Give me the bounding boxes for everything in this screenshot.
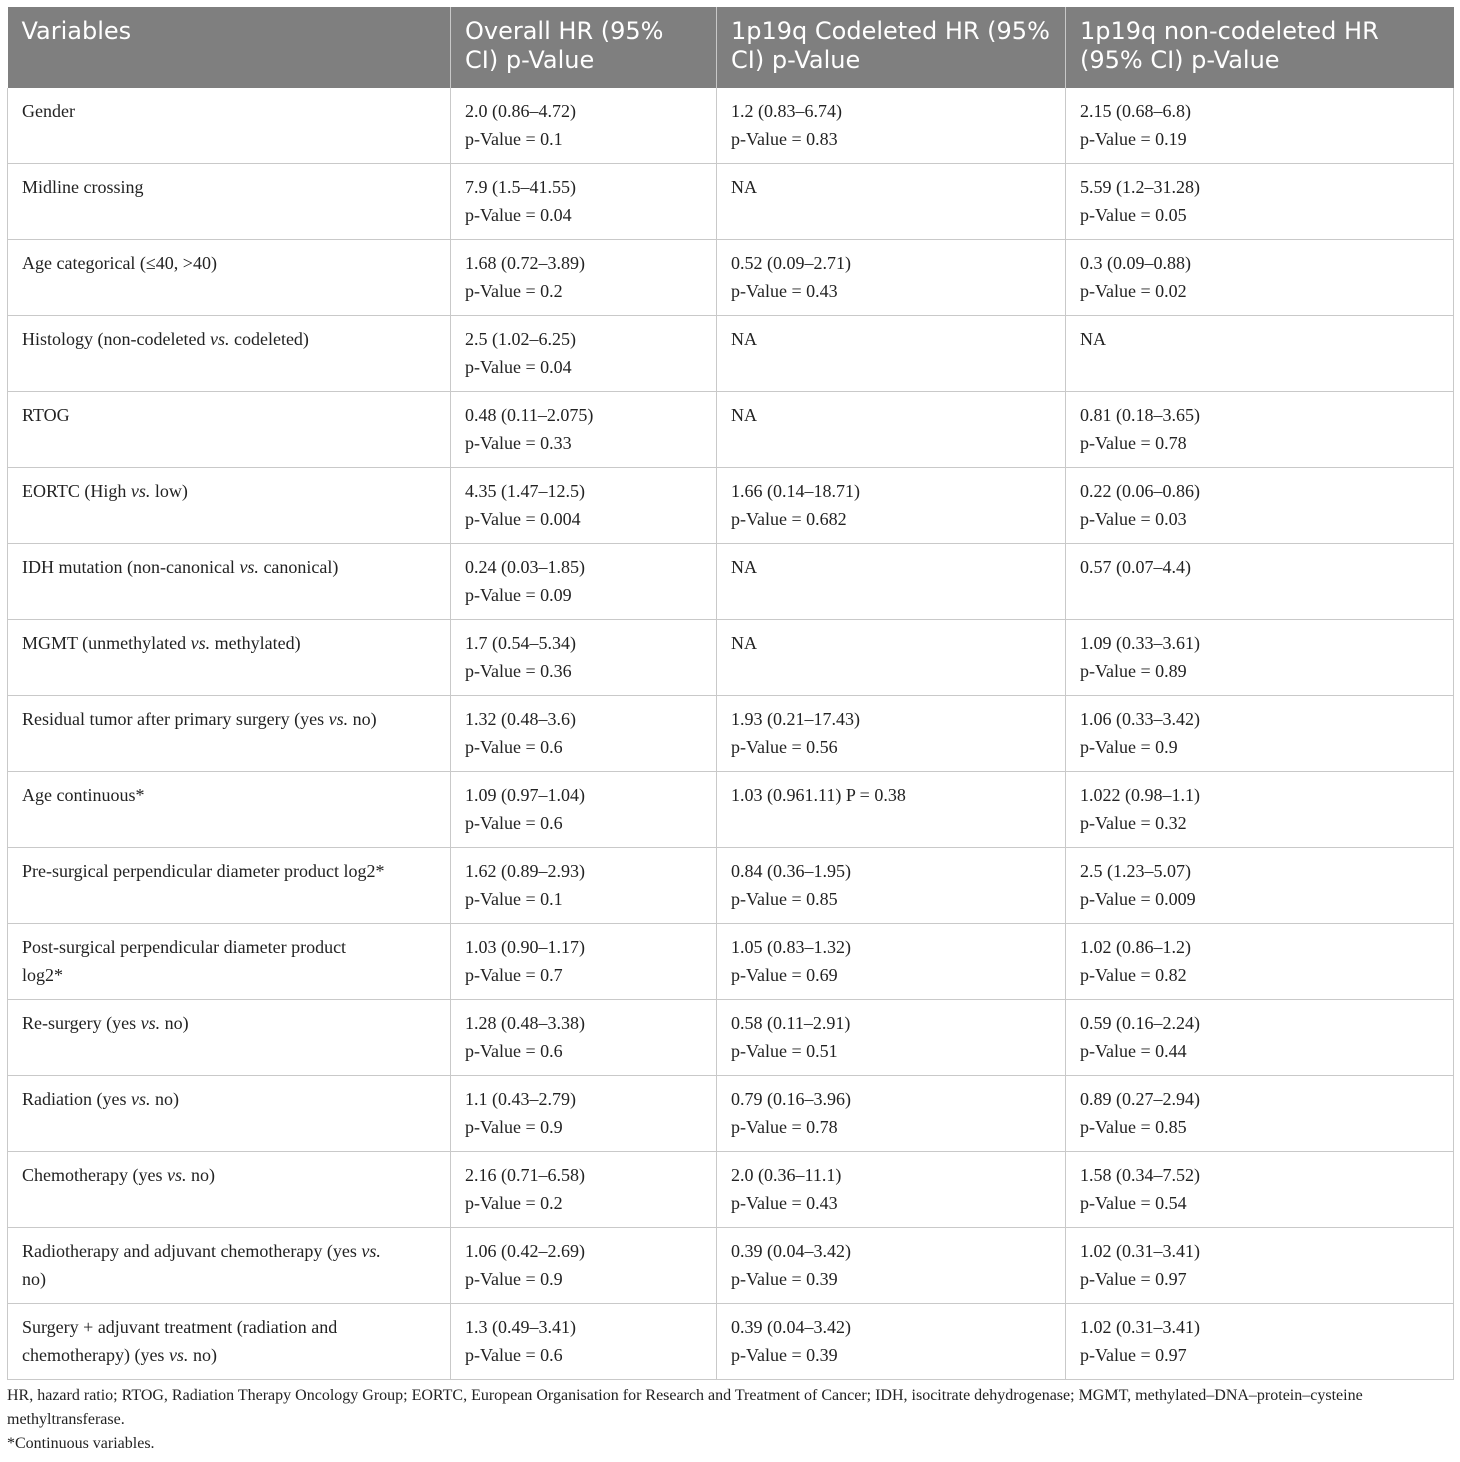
table-row bbox=[8, 392, 1454, 468]
noncodeleted-hr-cell bbox=[1066, 1228, 1454, 1304]
codeleted-hr-cell-line: p-Value = 0.69 bbox=[731, 965, 838, 985]
header-noncodeleted-hr: 1p19q non-codeleted HR (95% CI) p-Value bbox=[1066, 7, 1454, 88]
codeleted-hr-cell-line: p-Value = 0.39 bbox=[731, 1269, 838, 1289]
noncodeleted-hr-cell-line: 2.5 (1.23–5.07) bbox=[1080, 861, 1191, 881]
overall-hr-cell bbox=[451, 620, 717, 696]
codeleted-hr-cell bbox=[717, 240, 1066, 316]
noncodeleted-hr-cell-line: p-Value = 0.82 bbox=[1080, 965, 1187, 985]
overall-hr-cell-line: p-Value = 0.9 bbox=[465, 1117, 563, 1137]
codeleted-hr-cell bbox=[717, 1152, 1066, 1228]
variable-cell bbox=[8, 316, 451, 392]
table-row bbox=[8, 1076, 1454, 1152]
codeleted-hr-cell-line: p-Value = 0.83 bbox=[731, 129, 838, 149]
overall-hr-cell-line: p-Value = 0.2 bbox=[465, 281, 563, 301]
noncodeleted-hr-cell bbox=[1066, 164, 1454, 240]
overall-hr-cell-line: 1.28 (0.48–3.38) bbox=[465, 1013, 585, 1033]
noncodeleted-hr-cell-line: 2.15 (0.68–6.8) bbox=[1080, 101, 1191, 121]
noncodeleted-hr-cell bbox=[1066, 316, 1454, 392]
variable-cell bbox=[8, 544, 451, 620]
variable-cell bbox=[8, 924, 451, 1000]
variable-cell-line: IDH mutation (non-canonical vs. canonical) bbox=[22, 557, 339, 577]
variable-cell bbox=[8, 392, 451, 468]
noncodeleted-hr-cell-line: 1.022 (0.98–1.1) bbox=[1080, 785, 1200, 805]
overall-hr-cell-line: 1.7 (0.54–5.34) bbox=[465, 633, 576, 653]
table-header-row bbox=[8, 7, 1454, 88]
codeleted-hr-cell bbox=[717, 1304, 1066, 1380]
overall-hr-cell bbox=[451, 696, 717, 772]
codeleted-hr-cell-line: 1.05 (0.83–1.32) bbox=[731, 937, 851, 957]
overall-hr-cell-line: p-Value = 0.7 bbox=[465, 965, 563, 985]
codeleted-hr-cell-line: NA bbox=[731, 329, 757, 349]
variable-cell-line: MGMT (unmethylated vs. methylated) bbox=[22, 633, 301, 653]
variable-cell bbox=[8, 164, 451, 240]
overall-hr-cell bbox=[451, 772, 717, 848]
noncodeleted-hr-cell-line: 1.58 (0.34–7.52) bbox=[1080, 1165, 1200, 1185]
variable-cell-line: Chemotherapy (yes vs. no) bbox=[22, 1165, 215, 1185]
codeleted-hr-cell-line: p-Value = 0.43 bbox=[731, 1193, 838, 1213]
noncodeleted-hr-cell-line: 1.02 (0.86–1.2) bbox=[1080, 937, 1191, 957]
noncodeleted-hr-cell-line: p-Value = 0.89 bbox=[1080, 661, 1187, 681]
table-row bbox=[8, 1000, 1454, 1076]
codeleted-hr-cell-line: 0.58 (0.11–2.91) bbox=[731, 1013, 851, 1033]
overall-hr-cell-line: 1.62 (0.89–2.93) bbox=[465, 861, 585, 881]
variable-cell bbox=[8, 620, 451, 696]
overall-hr-cell-line: 1.32 (0.48–3.6) bbox=[465, 709, 576, 729]
codeleted-hr-cell bbox=[717, 924, 1066, 1000]
variable-cell-line: Re-surgery (yes vs. no) bbox=[22, 1013, 189, 1033]
noncodeleted-hr-cell bbox=[1066, 696, 1454, 772]
codeleted-hr-cell-line: 1.93 (0.21–17.43) bbox=[731, 709, 860, 729]
variable-cell-line: Age categorical (≤40, >40) bbox=[22, 253, 217, 273]
variable-cell-line: Residual tumor after primary surgery (yes vs. no) bbox=[22, 709, 377, 729]
variable-cell bbox=[8, 1304, 451, 1380]
codeleted-hr-cell-line: 0.39 (0.04–3.42) bbox=[731, 1317, 851, 1337]
variable-cell bbox=[8, 240, 451, 316]
variable-cell-line: Pre-surgical perpendicular diameter product log2* bbox=[22, 861, 385, 881]
overall-hr-cell-line: p-Value = 0.6 bbox=[465, 813, 563, 833]
variable-cell-line: Radiation (yes vs. no) bbox=[22, 1089, 179, 1109]
variable-cell-line: Surgery + adjuvant treatment (radiation and bbox=[22, 1317, 338, 1337]
noncodeleted-hr-cell-line: p-Value = 0.19 bbox=[1080, 129, 1187, 149]
variable-cell bbox=[8, 88, 451, 164]
noncodeleted-hr-cell bbox=[1066, 240, 1454, 316]
codeleted-hr-cell bbox=[717, 1228, 1066, 1304]
table-body bbox=[8, 88, 1454, 1380]
table-row bbox=[8, 620, 1454, 696]
variable-cell-line: RTOG bbox=[22, 405, 70, 425]
header-codeleted-hr: 1p19q Codeleted HR (95% CI) p-Value bbox=[717, 7, 1066, 88]
overall-hr-cell-line: p-Value = 0.09 bbox=[465, 585, 572, 605]
header-overall-hr: Overall HR (95% CI) p-Value bbox=[451, 7, 717, 88]
variable-cell bbox=[8, 1152, 451, 1228]
noncodeleted-hr-cell-line: 0.81 (0.18–3.65) bbox=[1080, 405, 1200, 425]
overall-hr-cell-line: 4.35 (1.47–12.5) bbox=[465, 481, 585, 501]
noncodeleted-hr-cell-line: p-Value = 0.32 bbox=[1080, 813, 1187, 833]
table-row bbox=[8, 1304, 1454, 1380]
codeleted-hr-cell bbox=[717, 848, 1066, 924]
noncodeleted-hr-cell bbox=[1066, 1304, 1454, 1380]
codeleted-hr-cell bbox=[717, 772, 1066, 848]
codeleted-hr-cell-line: p-Value = 0.51 bbox=[731, 1041, 838, 1061]
overall-hr-cell-line: 1.03 (0.90–1.17) bbox=[465, 937, 585, 957]
overall-hr-cell bbox=[451, 392, 717, 468]
codeleted-hr-cell-line: p-Value = 0.39 bbox=[731, 1345, 838, 1365]
table-row bbox=[8, 240, 1454, 316]
overall-hr-cell-line: 1.1 (0.43–2.79) bbox=[465, 1089, 576, 1109]
noncodeleted-hr-cell bbox=[1066, 1000, 1454, 1076]
noncodeleted-hr-cell-line: p-Value = 0.78 bbox=[1080, 433, 1187, 453]
noncodeleted-hr-cell bbox=[1066, 924, 1454, 1000]
overall-hr-cell bbox=[451, 848, 717, 924]
codeleted-hr-cell-line: 1.2 (0.83–6.74) bbox=[731, 101, 842, 121]
header-variables: Variables bbox=[8, 7, 451, 88]
variable-cell-line: Histology (non-codeleted vs. codeleted) bbox=[22, 329, 309, 349]
codeleted-hr-cell-line: 0.52 (0.09–2.71) bbox=[731, 253, 851, 273]
noncodeleted-hr-cell-line: 0.89 (0.27–2.94) bbox=[1080, 1089, 1200, 1109]
codeleted-hr-cell-line: NA bbox=[731, 405, 757, 425]
noncodeleted-hr-cell bbox=[1066, 772, 1454, 848]
overall-hr-cell-line: 1.68 (0.72–3.89) bbox=[465, 253, 585, 273]
overall-hr-cell-line: p-Value = 0.6 bbox=[465, 1345, 563, 1365]
noncodeleted-hr-cell-line: 1.02 (0.31–3.41) bbox=[1080, 1317, 1200, 1337]
noncodeleted-hr-cell-line: p-Value = 0.97 bbox=[1080, 1269, 1187, 1289]
codeleted-hr-cell-line: 2.0 (0.36–11.1) bbox=[731, 1165, 842, 1185]
noncodeleted-hr-cell-line: p-Value = 0.05 bbox=[1080, 205, 1187, 225]
variable-cell bbox=[8, 1000, 451, 1076]
overall-hr-cell bbox=[451, 544, 717, 620]
noncodeleted-hr-cell-line: 0.57 (0.07–4.4) bbox=[1080, 557, 1191, 577]
table-row bbox=[8, 468, 1454, 544]
codeleted-hr-cell-line: NA bbox=[731, 177, 757, 197]
noncodeleted-hr-cell-line: 1.09 (0.33–3.61) bbox=[1080, 633, 1200, 653]
overall-hr-cell-line: 0.24 (0.03–1.85) bbox=[465, 557, 585, 577]
noncodeleted-hr-cell-line: p-Value = 0.44 bbox=[1080, 1041, 1187, 1061]
overall-hr-cell-line: 0.48 (0.11–2.075) bbox=[465, 405, 594, 425]
overall-hr-cell-line: 2.0 (0.86–4.72) bbox=[465, 101, 576, 121]
codeleted-hr-cell-line: p-Value = 0.43 bbox=[731, 281, 838, 301]
overall-hr-cell-line: p-Value = 0.6 bbox=[465, 737, 563, 757]
variable-cell bbox=[8, 1228, 451, 1304]
overall-hr-cell bbox=[451, 1228, 717, 1304]
variable-cell-line: Gender bbox=[22, 101, 75, 121]
overall-hr-cell-line: p-Value = 0.36 bbox=[465, 661, 572, 681]
hazard-ratio-table bbox=[7, 7, 1454, 1380]
overall-hr-cell-line: 2.5 (1.02–6.25) bbox=[465, 329, 576, 349]
table-row bbox=[8, 848, 1454, 924]
codeleted-hr-cell bbox=[717, 164, 1066, 240]
codeleted-hr-cell bbox=[717, 1076, 1066, 1152]
variable-cell bbox=[8, 468, 451, 544]
overall-hr-cell bbox=[451, 1152, 717, 1228]
table-row bbox=[8, 164, 1454, 240]
noncodeleted-hr-cell-line: p-Value = 0.97 bbox=[1080, 1345, 1187, 1365]
noncodeleted-hr-cell bbox=[1066, 620, 1454, 696]
overall-hr-cell bbox=[451, 316, 717, 392]
noncodeleted-hr-cell-line: p-Value = 0.54 bbox=[1080, 1193, 1187, 1213]
variable-cell-line: Post-surgical perpendicular diameter product bbox=[22, 937, 347, 957]
variable-cell-line: chemotherapy) (yes vs. no) bbox=[22, 1345, 217, 1365]
variable-cell-line: no) bbox=[22, 1269, 46, 1289]
overall-hr-cell-line: 1.06 (0.42–2.69) bbox=[465, 1241, 585, 1261]
overall-hr-cell bbox=[451, 240, 717, 316]
overall-hr-cell-line: 1.09 (0.97–1.04) bbox=[465, 785, 585, 805]
overall-hr-cell-line: p-Value = 0.1 bbox=[465, 889, 563, 909]
hazard-ratio-table-container bbox=[7, 7, 1453, 1380]
codeleted-hr-cell-line: 0.39 (0.04–3.42) bbox=[731, 1241, 851, 1261]
noncodeleted-hr-cell-line: p-Value = 0.02 bbox=[1080, 281, 1187, 301]
codeleted-hr-cell bbox=[717, 392, 1066, 468]
overall-hr-cell-line: p-Value = 0.33 bbox=[465, 433, 572, 453]
noncodeleted-hr-cell bbox=[1066, 1076, 1454, 1152]
codeleted-hr-cell bbox=[717, 88, 1066, 164]
overall-hr-cell bbox=[451, 88, 717, 164]
variable-cell bbox=[8, 772, 451, 848]
noncodeleted-hr-cell bbox=[1066, 848, 1454, 924]
overall-hr-cell-line: 7.9 (1.5–41.55) bbox=[465, 177, 576, 197]
noncodeleted-hr-cell-line: 0.22 (0.06–0.86) bbox=[1080, 481, 1200, 501]
variable-cell-line: log2* bbox=[22, 965, 64, 985]
variable-cell-line: EORTC (High vs. low) bbox=[22, 481, 188, 501]
noncodeleted-hr-cell-line: 5.59 (1.2–31.28) bbox=[1080, 177, 1200, 197]
variable-cell-line: Age continuous* bbox=[22, 785, 145, 805]
noncodeleted-hr-cell bbox=[1066, 544, 1454, 620]
codeleted-hr-cell-line: p-Value = 0.85 bbox=[731, 889, 838, 909]
overall-hr-cell-line: p-Value = 0.04 bbox=[465, 357, 572, 377]
noncodeleted-hr-cell bbox=[1066, 1152, 1454, 1228]
codeleted-hr-cell-line: 1.03 (0.961.11) P = 0.38 bbox=[731, 785, 906, 805]
overall-hr-cell bbox=[451, 164, 717, 240]
table-row bbox=[8, 88, 1454, 164]
codeleted-hr-cell-line: 0.79 (0.16–3.96) bbox=[731, 1089, 851, 1109]
overall-hr-cell bbox=[451, 468, 717, 544]
codeleted-hr-cell-line: 1.66 (0.14–18.71) bbox=[731, 481, 860, 501]
noncodeleted-hr-cell-line: p-Value = 0.9 bbox=[1080, 737, 1178, 757]
table-footnotes bbox=[7, 1384, 1453, 1456]
overall-hr-cell-line: p-Value = 0.2 bbox=[465, 1193, 563, 1213]
overall-hr-cell bbox=[451, 1000, 717, 1076]
codeleted-hr-cell-line: 0.84 (0.36–1.95) bbox=[731, 861, 851, 881]
codeleted-hr-cell-line: p-Value = 0.56 bbox=[731, 737, 838, 757]
noncodeleted-hr-cell-line: 1.02 (0.31–3.41) bbox=[1080, 1241, 1200, 1261]
codeleted-hr-cell bbox=[717, 316, 1066, 392]
overall-hr-cell bbox=[451, 1304, 717, 1380]
table-row bbox=[8, 696, 1454, 772]
variable-cell-line: Radiotherapy and adjuvant chemotherapy (yes vs. bbox=[22, 1241, 381, 1261]
codeleted-hr-cell bbox=[717, 1000, 1066, 1076]
variable-cell bbox=[8, 848, 451, 924]
codeleted-hr-cell bbox=[717, 468, 1066, 544]
overall-hr-cell bbox=[451, 1076, 717, 1152]
codeleted-hr-cell-line: p-Value = 0.682 bbox=[731, 509, 847, 529]
codeleted-hr-cell-line: NA bbox=[731, 557, 757, 577]
noncodeleted-hr-cell-line: 0.3 (0.09–0.88) bbox=[1080, 253, 1191, 273]
table-row bbox=[8, 1228, 1454, 1304]
noncodeleted-hr-cell-line: NA bbox=[1080, 329, 1106, 349]
table-row bbox=[8, 772, 1454, 848]
footnote-continuous: *Continuous variables. bbox=[7, 1435, 155, 1452]
variable-cell bbox=[8, 1076, 451, 1152]
overall-hr-cell-line: p-Value = 0.9 bbox=[465, 1269, 563, 1289]
codeleted-hr-cell-line: p-Value = 0.78 bbox=[731, 1117, 838, 1137]
table-row bbox=[8, 544, 1454, 620]
overall-hr-cell-line: p-Value = 0.1 bbox=[465, 129, 563, 149]
codeleted-hr-cell bbox=[717, 544, 1066, 620]
codeleted-hr-cell-line: NA bbox=[731, 633, 757, 653]
noncodeleted-hr-cell bbox=[1066, 468, 1454, 544]
variable-cell bbox=[8, 696, 451, 772]
overall-hr-cell-line: p-Value = 0.04 bbox=[465, 205, 572, 225]
noncodeleted-hr-cell bbox=[1066, 392, 1454, 468]
noncodeleted-hr-cell-line: p-Value = 0.03 bbox=[1080, 509, 1187, 529]
table-row bbox=[8, 924, 1454, 1000]
noncodeleted-hr-cell bbox=[1066, 88, 1454, 164]
overall-hr-cell-line: p-Value = 0.6 bbox=[465, 1041, 563, 1061]
overall-hr-cell bbox=[451, 924, 717, 1000]
table-row bbox=[8, 316, 1454, 392]
variable-cell-line: Midline crossing bbox=[22, 177, 144, 197]
table-row bbox=[8, 1152, 1454, 1228]
noncodeleted-hr-cell-line: p-Value = 0.009 bbox=[1080, 889, 1196, 909]
noncodeleted-hr-cell-line: p-Value = 0.85 bbox=[1080, 1117, 1187, 1137]
noncodeleted-hr-cell-line: 0.59 (0.16–2.24) bbox=[1080, 1013, 1200, 1033]
overall-hr-cell-line: p-Value = 0.004 bbox=[465, 509, 581, 529]
noncodeleted-hr-cell-line: 1.06 (0.33–3.42) bbox=[1080, 709, 1200, 729]
codeleted-hr-cell bbox=[717, 696, 1066, 772]
footnote-abbreviations: HR, hazard ratio; RTOG, Radiation Therapy Oncology Group; EORTC, European Organisation for Research and Treatment of Cancer; IDH, isocitrate dehydrogenase; MGMT, methylated–DNA–protein–cysteine methyltransferase. bbox=[7, 1387, 1363, 1428]
overall-hr-cell-line: 1.3 (0.49–3.41) bbox=[465, 1317, 576, 1337]
codeleted-hr-cell bbox=[717, 620, 1066, 696]
overall-hr-cell-line: 2.16 (0.71–6.58) bbox=[465, 1165, 585, 1185]
